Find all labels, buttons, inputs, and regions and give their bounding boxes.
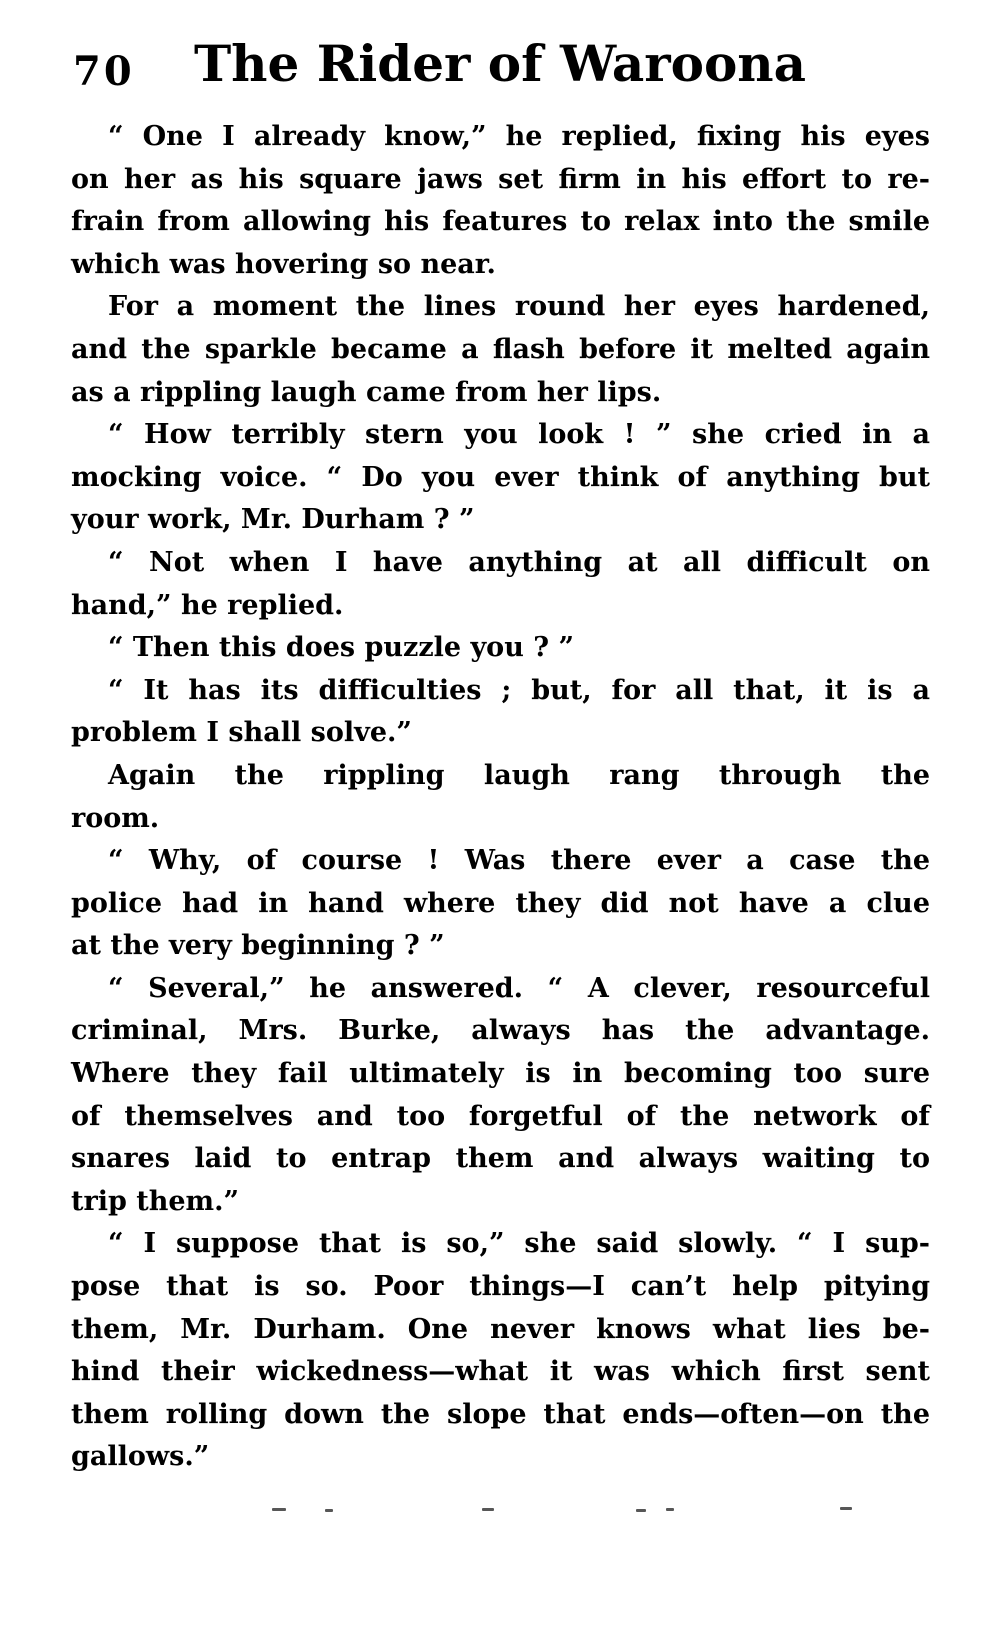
text-line: hind their wickedness—what it was which first sent xyxy=(71,1356,930,1388)
paragraph xyxy=(71,1223,930,1479)
text-line: room. xyxy=(71,802,160,834)
text-line: Where they fail ultimately is in becoming too sure xyxy=(71,1058,930,1090)
text-line: “ How terribly stern you look ! ” she cried in a xyxy=(108,419,930,451)
text-line: mocking voice. “ Do you ever think of anything but xyxy=(71,461,930,493)
text-line: on her as his square jaws set firm in his effort to re- xyxy=(71,163,930,195)
text-line: hand,” he replied. xyxy=(71,589,344,621)
text-line: of themselves and too forgetful of the network of xyxy=(71,1100,930,1132)
text-line: “ It has its difficulties ; but, for all that, it is a xyxy=(108,674,930,706)
paragraph xyxy=(71,414,930,542)
text-line: your work, Mr. Durham ? ” xyxy=(71,504,475,536)
text-line: them rolling down the slope that ends—often—on the xyxy=(71,1398,930,1430)
page-number: 70 xyxy=(73,48,135,95)
text-line: as a rippling laugh came from her lips. xyxy=(71,376,662,408)
scan-speck xyxy=(666,1508,674,1511)
scan-speck xyxy=(636,1509,646,1512)
text-line: police had in hand where they did not have a clue xyxy=(71,887,930,919)
text-line: “ Then this does puzzle you ? ” xyxy=(108,632,574,664)
text-line: gallows.” xyxy=(71,1441,210,1473)
text-line: Again the rippling laugh rang through the xyxy=(108,759,930,791)
text-line: For a moment the lines round her eyes hardened, xyxy=(108,291,930,323)
paragraph xyxy=(71,542,930,627)
text-line: “ Several,” he answered. “ A clever, resourceful xyxy=(108,972,930,1004)
running-title: The Rider of Waroona xyxy=(193,34,807,93)
body-text xyxy=(71,116,930,1479)
scan-speck xyxy=(840,1507,852,1510)
text-line: “ Not when I have anything at all difficult on xyxy=(108,546,930,578)
paragraph xyxy=(71,840,930,968)
text-line: at the very beginning ? ” xyxy=(71,930,445,962)
paragraph xyxy=(71,755,930,840)
text-line: “ One I already know,” he replied, fixing his eyes xyxy=(108,121,930,152)
text-line: “ I suppose that is so,” she said slowly. “ I sup- xyxy=(108,1228,930,1260)
text-line: which was hovering so near. xyxy=(71,248,496,280)
page-header xyxy=(0,30,1000,110)
text-line: snares laid to entrap them and always waiting to xyxy=(71,1143,930,1175)
paragraph xyxy=(71,116,930,286)
text-line: and the sparkle became a flash before it melted again xyxy=(71,333,930,365)
paragraph xyxy=(71,627,930,670)
scan-speck xyxy=(325,1509,333,1512)
text-line: “ Why, of course ! Was there ever a case the xyxy=(108,845,930,877)
text-line: problem I shall solve.” xyxy=(71,717,412,749)
text-line: frain from allowing his features to relax into the smile xyxy=(71,206,930,238)
text-line: trip them.” xyxy=(71,1185,240,1217)
paragraph xyxy=(71,968,930,1224)
paragraph xyxy=(71,670,930,755)
scan-speck xyxy=(482,1508,494,1511)
scan-speck xyxy=(272,1508,286,1511)
text-line: pose that is so. Poor things—I can’t help pitying xyxy=(71,1271,930,1303)
paragraph xyxy=(71,286,930,414)
text-line: them, Mr. Durham. One never knows what lies be- xyxy=(71,1313,930,1345)
text-line: criminal, Mrs. Burke, always has the advantage. xyxy=(71,1015,930,1047)
